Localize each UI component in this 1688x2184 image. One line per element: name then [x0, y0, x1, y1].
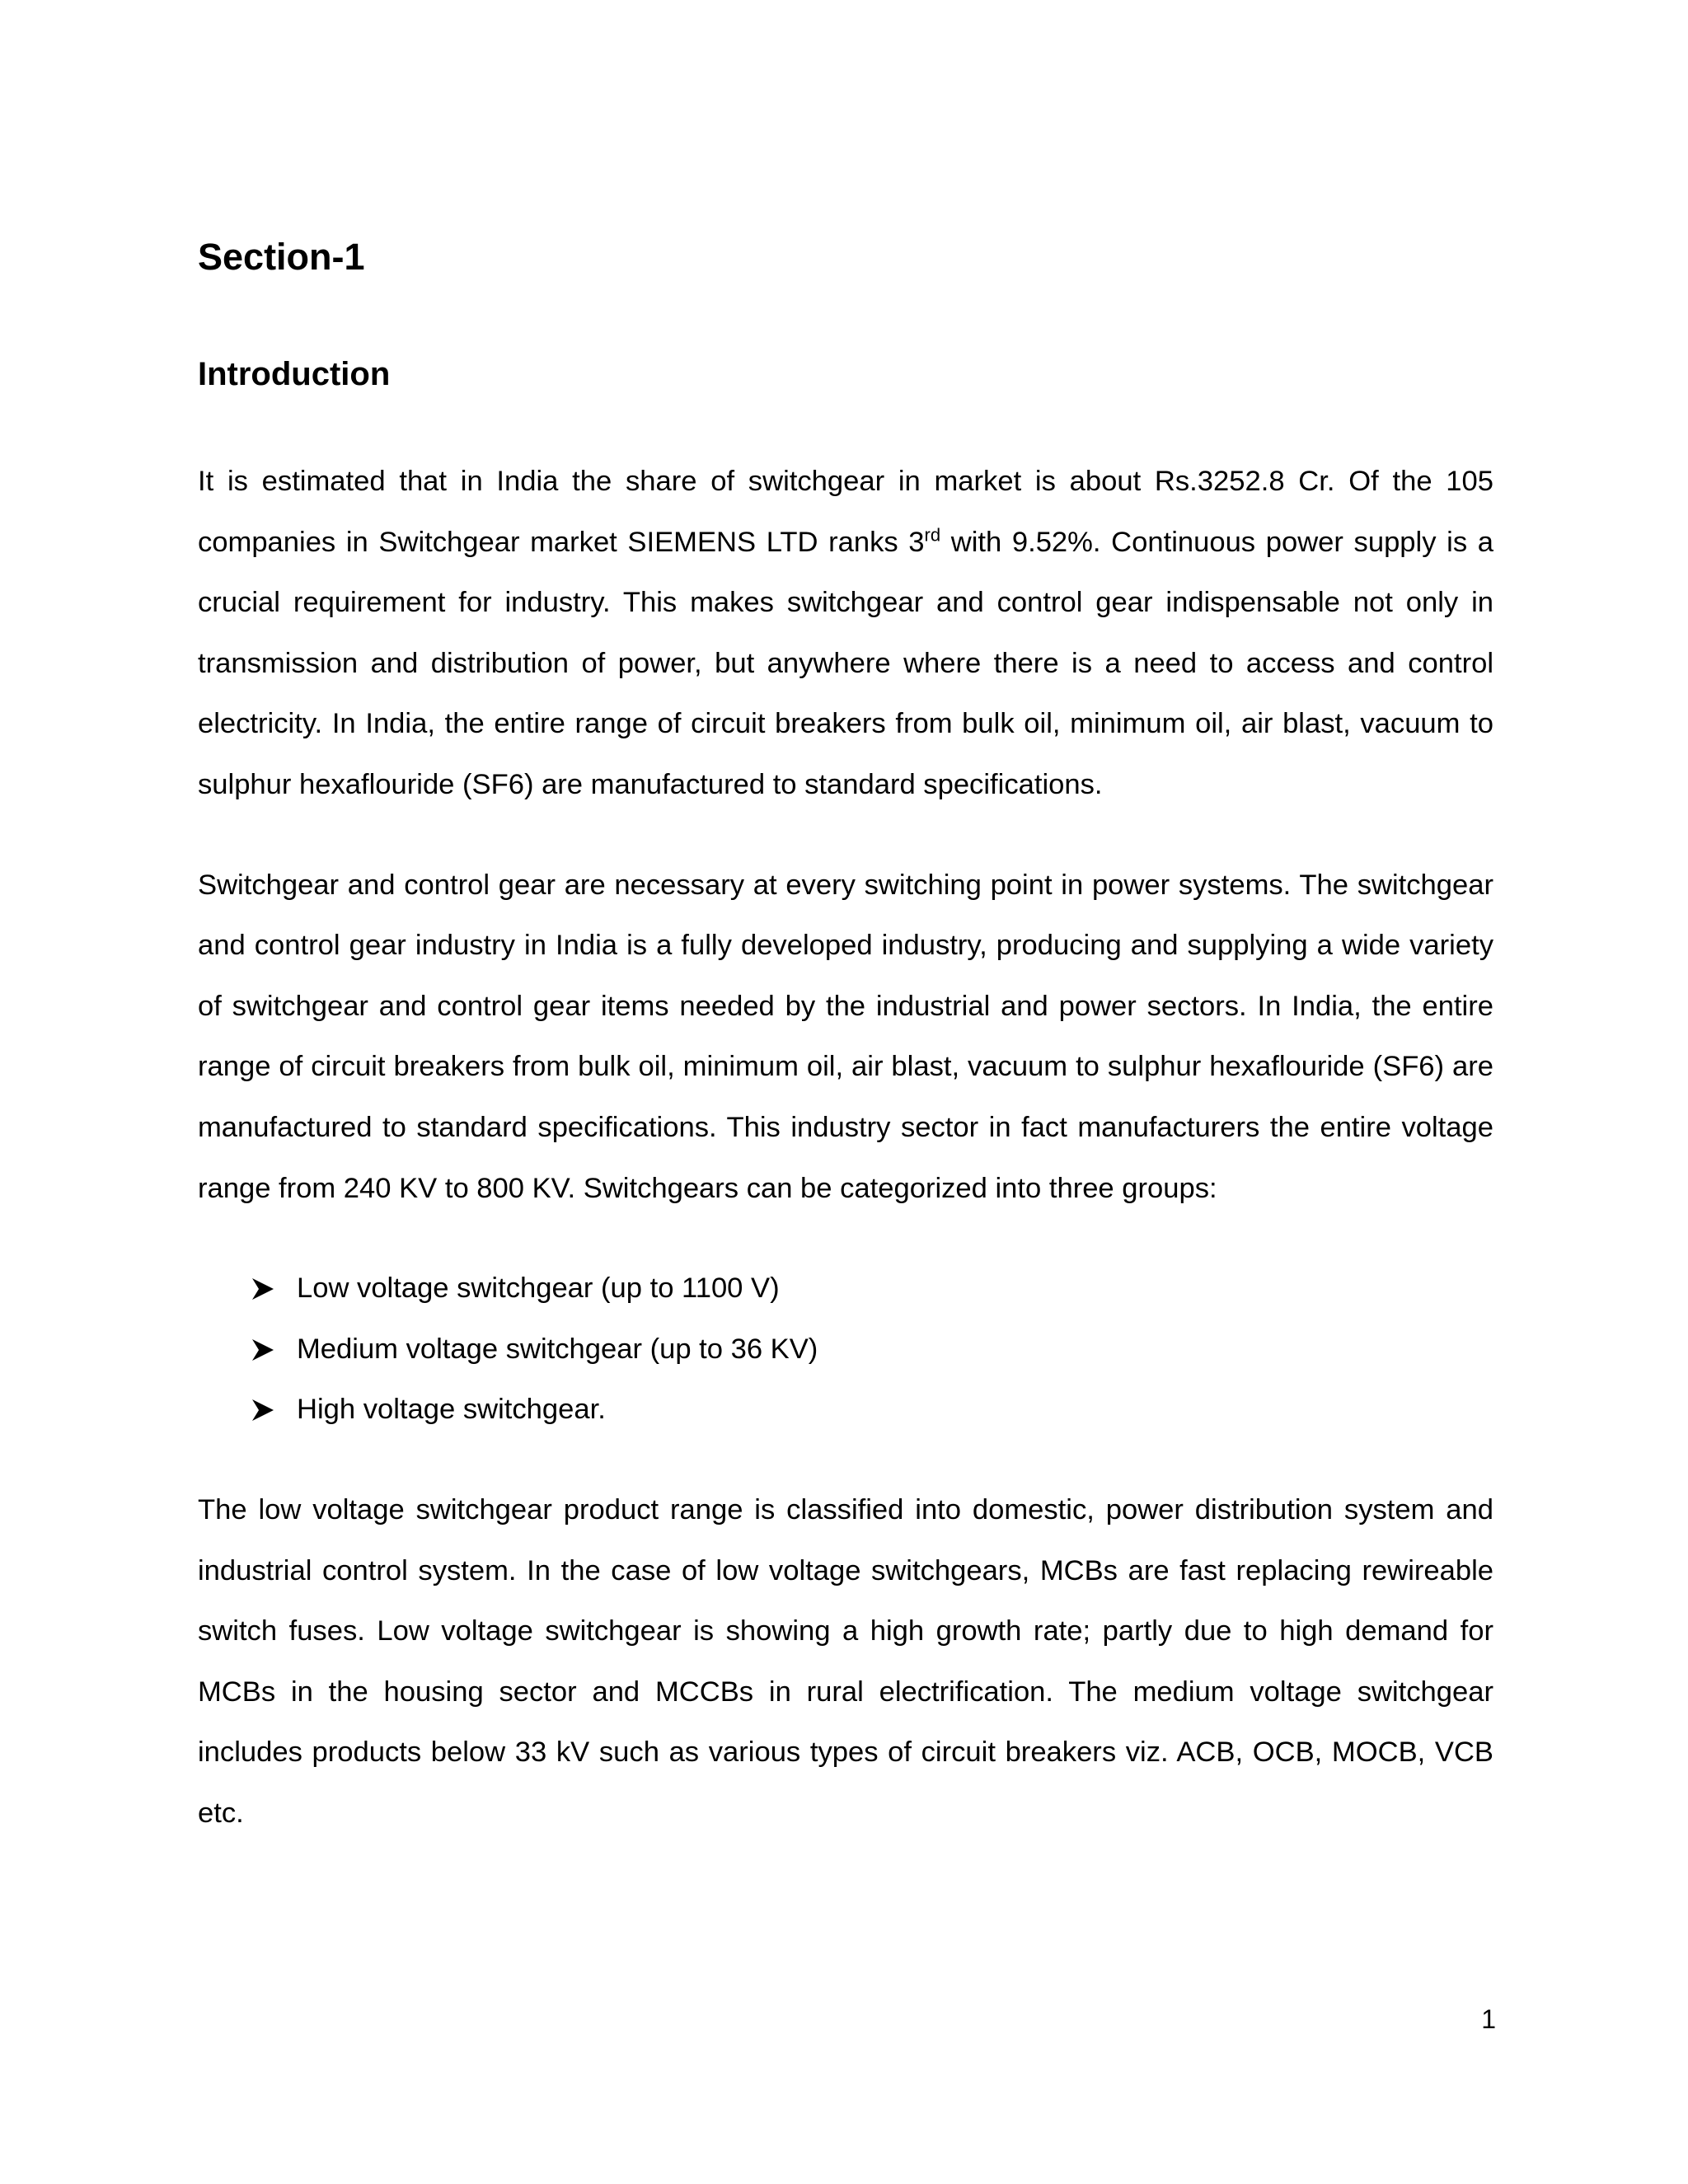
arrowhead-bullet-icon	[251, 1277, 275, 1301]
list-item	[251, 1258, 1493, 1319]
page-content	[198, 232, 1493, 1844]
introduction-heading: Introduction	[198, 356, 391, 392]
section-title: Section-1	[198, 236, 365, 278]
paragraph-market-share	[198, 452, 1493, 816]
switchgear-groups-list	[198, 1258, 1493, 1441]
page-number: 1	[1481, 2004, 1496, 2034]
list-item-label: Low voltage switchgear (up to 1100 V)	[297, 1272, 780, 1305]
paragraph-market-share-text-2: with 9.52%. Continuous power supply is a crucial requirement for industry. This makes switchgear and control gear indispensable not only in transmission and distribution of power, but anywhere where there is a need to access and control electricity. In India, the entire range of circuit breakers from bulk oil, minimum oil, air blast, vacuum to sulphur hexaflouride (SF6) are manufactured to standard specifications.	[198, 526, 1493, 800]
arrowhead-bullet-icon	[251, 1338, 275, 1362]
paragraph-market-share-text-1: It is estimated that in India the share of switchgear in market is about Rs.3252.8 Cr. Of the 105 companies in Switchgear market SIEMENS LTD ranks 3	[198, 466, 1493, 558]
paragraph-industry-overview: Switchgear and control gear are necessary at every switching point in power systems. The switchgear and control gear industry in India is a fully developed industry, producing and supplying a wide variety of switchgear and control gear items needed by the industrial and power sectors. In India, the entire range of circuit breakers from bulk oil, minimum oil, air blast, vacuum to sulphur hexaflouride (SF6) are manufactured to standard specifications. This industry sector in fact manufacturers the entire voltage range from 240 KV to 800 KV. Switchgears can be categorized into three groups:	[198, 869, 1493, 1204]
arrowhead-bullet-icon	[251, 1398, 275, 1422]
list-item-label: Medium voltage switchgear (up to 36 KV)	[297, 1333, 818, 1365]
list-item	[251, 1319, 1493, 1380]
list-item	[251, 1380, 1493, 1441]
ordinal-suffix: rd	[924, 524, 941, 546]
list-item-label: High voltage switchgear.	[297, 1394, 606, 1426]
paragraph-low-medium-voltage: The low voltage switchgear product range is classified into domestic, power distribution system and industrial control system. In the case of low voltage switchgears, MCBs are fast replacing rewireable switch fuses. Low voltage switchgear is showing a high growth rate; partly due to high demand for MCBs in the housing sector and MCCBs in rural electrification. The medium voltage switchgear includes products below 33 kV such as various types of circuit breakers viz. ACB, OCB, MOCB, VCB etc.	[198, 1493, 1493, 1829]
